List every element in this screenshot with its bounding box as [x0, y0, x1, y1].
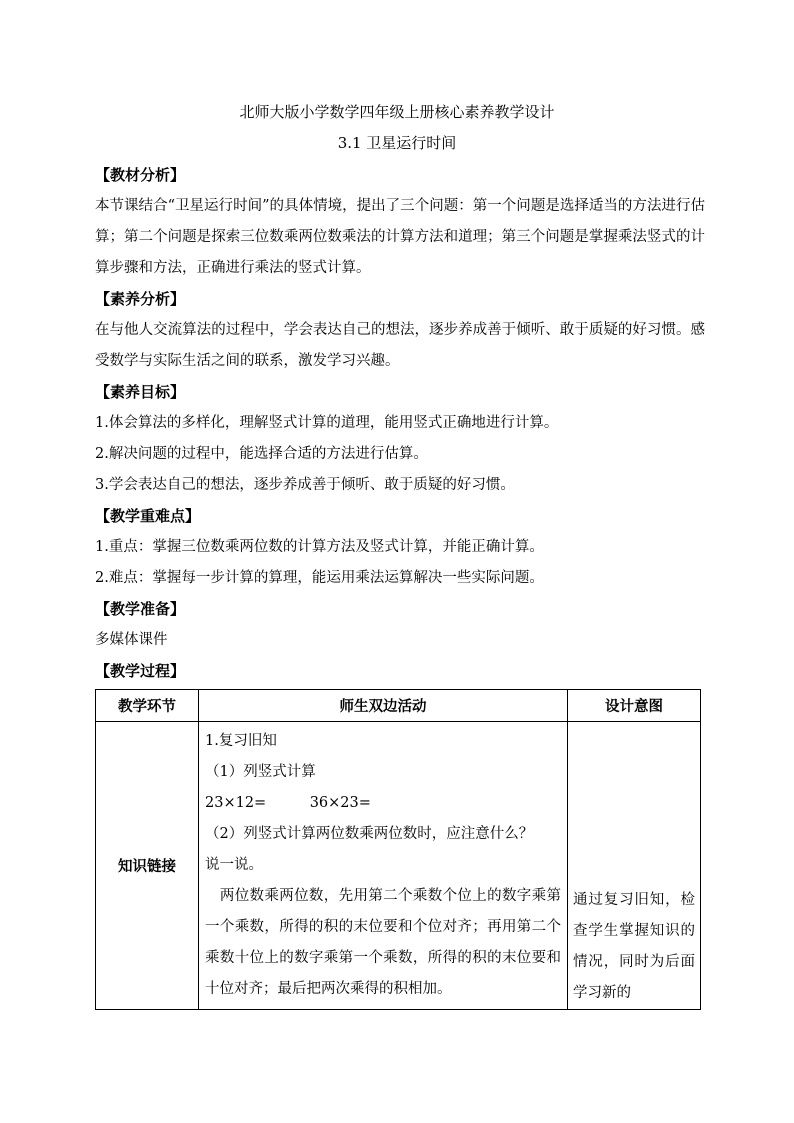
intent-text: 通过复习旧知，检查学生掌握知识的情况，同时为后面学习新的 — [573, 892, 695, 1001]
activity-explanation: 两位数乘两位数，先用第二个乘数个位上的数字乘第一个乘数，所得的积的末位要和个位对齐；再用第二个乘数十位上的数字乘第一个乘数，所得的积的末位要和十位对齐；最后把两次乘得的积相加。 — [205, 888, 561, 997]
section-heading-prep: 【教学准备】 — [95, 600, 186, 618]
goal-item: 1.体会算法的多样化，理解竖式计算的道理，能用竖式正确地进行计算。 — [95, 415, 559, 431]
intent-cell — [568, 722, 701, 1010]
activity-line: （1）列竖式计算 — [205, 764, 316, 780]
section-heading-literacy: 【素养分析】 — [95, 290, 186, 308]
stage-cell: 知识链接 — [96, 722, 199, 1010]
column-header: 教学环节 — [96, 690, 199, 722]
prep-text: 多媒体课件 — [95, 632, 168, 648]
lesson-subtitle: 3.1 卫星运行时间 — [337, 134, 457, 152]
goal-item: 2.解决问题的过程中，能选择合适的方法进行估算。 — [95, 446, 428, 462]
section-heading-process: 【教学过程】 — [95, 662, 186, 680]
document-title: 北师大版小学数学四年级上册核心素养教学设计 — [239, 103, 555, 121]
activity-line: 说一说。 — [205, 857, 263, 873]
activity-line: 1.复习旧知 — [205, 733, 277, 749]
column-header: 师生双边活动 — [199, 690, 568, 722]
textbook-analysis-text: 本节课结合“卫星运行时间”的具体情境，提出了三个问题：第一个问题是选择适当的方法进行估算；第二个问题是探索三位数乘两位数乘法的计算方法和道理；第三个问题是掌握乘法竖式的计算步骤和方法，正确进行乘法的竖式计算。 — [95, 198, 705, 276]
table-header-row — [96, 690, 701, 722]
column-header: 设计意图 — [568, 690, 701, 722]
literacy-analysis-text: 在与他人交流算法的过程中，学会表达自己的想法，逐步养成善于倾听、敢于质疑的好习惯。感受数学与实际生活之间的联系，激发学习兴趣。 — [95, 322, 705, 369]
activity-cell — [199, 722, 568, 1010]
document-body — [95, 160, 705, 687]
teaching-process-table — [95, 689, 701, 1010]
section-heading-keypoints: 【教学重难点】 — [95, 507, 201, 525]
table-row — [96, 722, 701, 1010]
section-heading-textbook: 【教材分析】 — [95, 166, 186, 184]
activity-line: （2）列竖式计算两位数乘两位数时，应注意什么？ — [205, 826, 534, 842]
section-heading-goals: 【素养目标】 — [95, 383, 186, 401]
keypoint-item: 1.重点：掌握三位数乘两位数的计算方法及竖式计算，并能正确计算。 — [95, 539, 544, 555]
goal-item: 3.学会表达自己的想法，逐步养成善于倾听、敢于质疑的好习惯。 — [95, 477, 515, 493]
activity-line: 23×12= 36×23= — [205, 795, 371, 811]
keypoint-item: 2.难点：掌握每一步计算的算理，能运用乘法运算解决一些实际问题。 — [95, 570, 544, 586]
